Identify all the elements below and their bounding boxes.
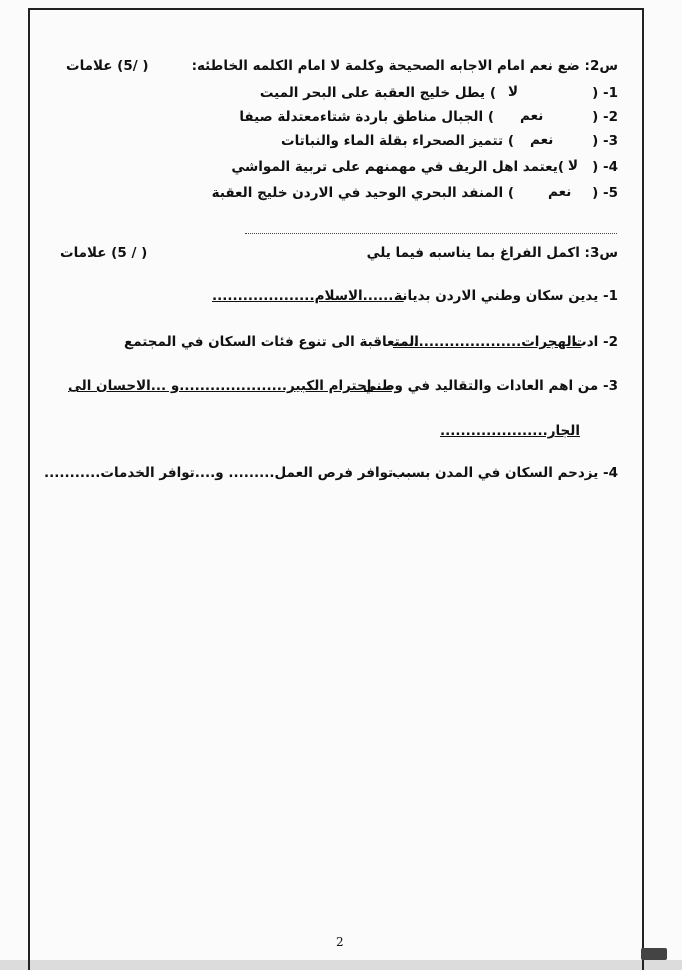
q3-item-2-tail: المتعاقبة الى تنوع فئات السكان في المجتمع: [124, 334, 419, 350]
q3-item-3-answer: ....احترام الكبير.....................و ...الاحسان الى: [68, 378, 392, 394]
q3-score: ( / 5) علامات: [60, 245, 148, 261]
q3-item-4-answer: ....توافر فرص العمل......... و....توافر الخدمات...........: [44, 465, 414, 481]
q2-item-3-num: 3- (: [592, 133, 618, 149]
q2-item-1-answer: لا: [508, 84, 519, 100]
q2-item-3-answer: نعم: [530, 132, 554, 148]
q3-item-2-lead: 2- ادت: [573, 334, 618, 350]
q2-title: س2: ضع نعم امام الاجابه الصحيحة وكلمة لا امام الكلمه الخاطئه:: [191, 58, 618, 74]
q3-item-2-answer: .الهجرات.........................: [393, 334, 582, 350]
q2-item-4-answer: لا: [568, 158, 579, 174]
scan-artifact: [641, 948, 667, 960]
q2-score: ( /5) علامات: [66, 58, 149, 74]
q2-item-5-text: ) المنفد البحري الوحيد في الاردن خليج العقبة: [211, 185, 514, 201]
page-border: [28, 8, 644, 970]
q2-item-5-num: 5- (: [592, 185, 618, 201]
q3-item-1-stem: 1- يدين سكان وطني الاردن بديانة: [394, 288, 618, 304]
q2-item-4-text: )يعتمد اهل الريف في مهمنهم على تربية المواشي: [231, 159, 564, 175]
q3-item-3-continuation: الجار.....................: [440, 423, 580, 439]
q3-item-3-stem: 3- من اهم العادات والتقاليد في وطني: [362, 378, 618, 394]
q2-item-2-text: ) الجبال مناطق باردة شتاءمعتدلة صيفا: [239, 109, 494, 125]
q3-item-4-stem: 4- يزدحم السكان في المدن بسبب: [391, 465, 618, 481]
q3-item-1-answer: ........الاسلام....................: [212, 288, 404, 304]
q2-item-3-text: ) تتميز الصحراء بقلة الماء والنباتات: [281, 133, 514, 149]
q2-item-2-answer: نعم: [520, 108, 544, 124]
q2-item-2-num: 2- (: [592, 109, 618, 125]
q3-title: س3: اكمل الفراغ بما يناسبه فيما يلي: [366, 245, 618, 261]
section-divider: [245, 233, 617, 234]
q2-item-1-num: 1- (: [592, 85, 618, 101]
q2-item-4-num: 4- (: [592, 159, 618, 175]
q2-item-1-text: ) يطل خليج العقبة على البحر الميت: [259, 85, 496, 101]
q2-item-5-answer: نعم: [548, 184, 572, 200]
page-number: 2: [336, 935, 344, 949]
